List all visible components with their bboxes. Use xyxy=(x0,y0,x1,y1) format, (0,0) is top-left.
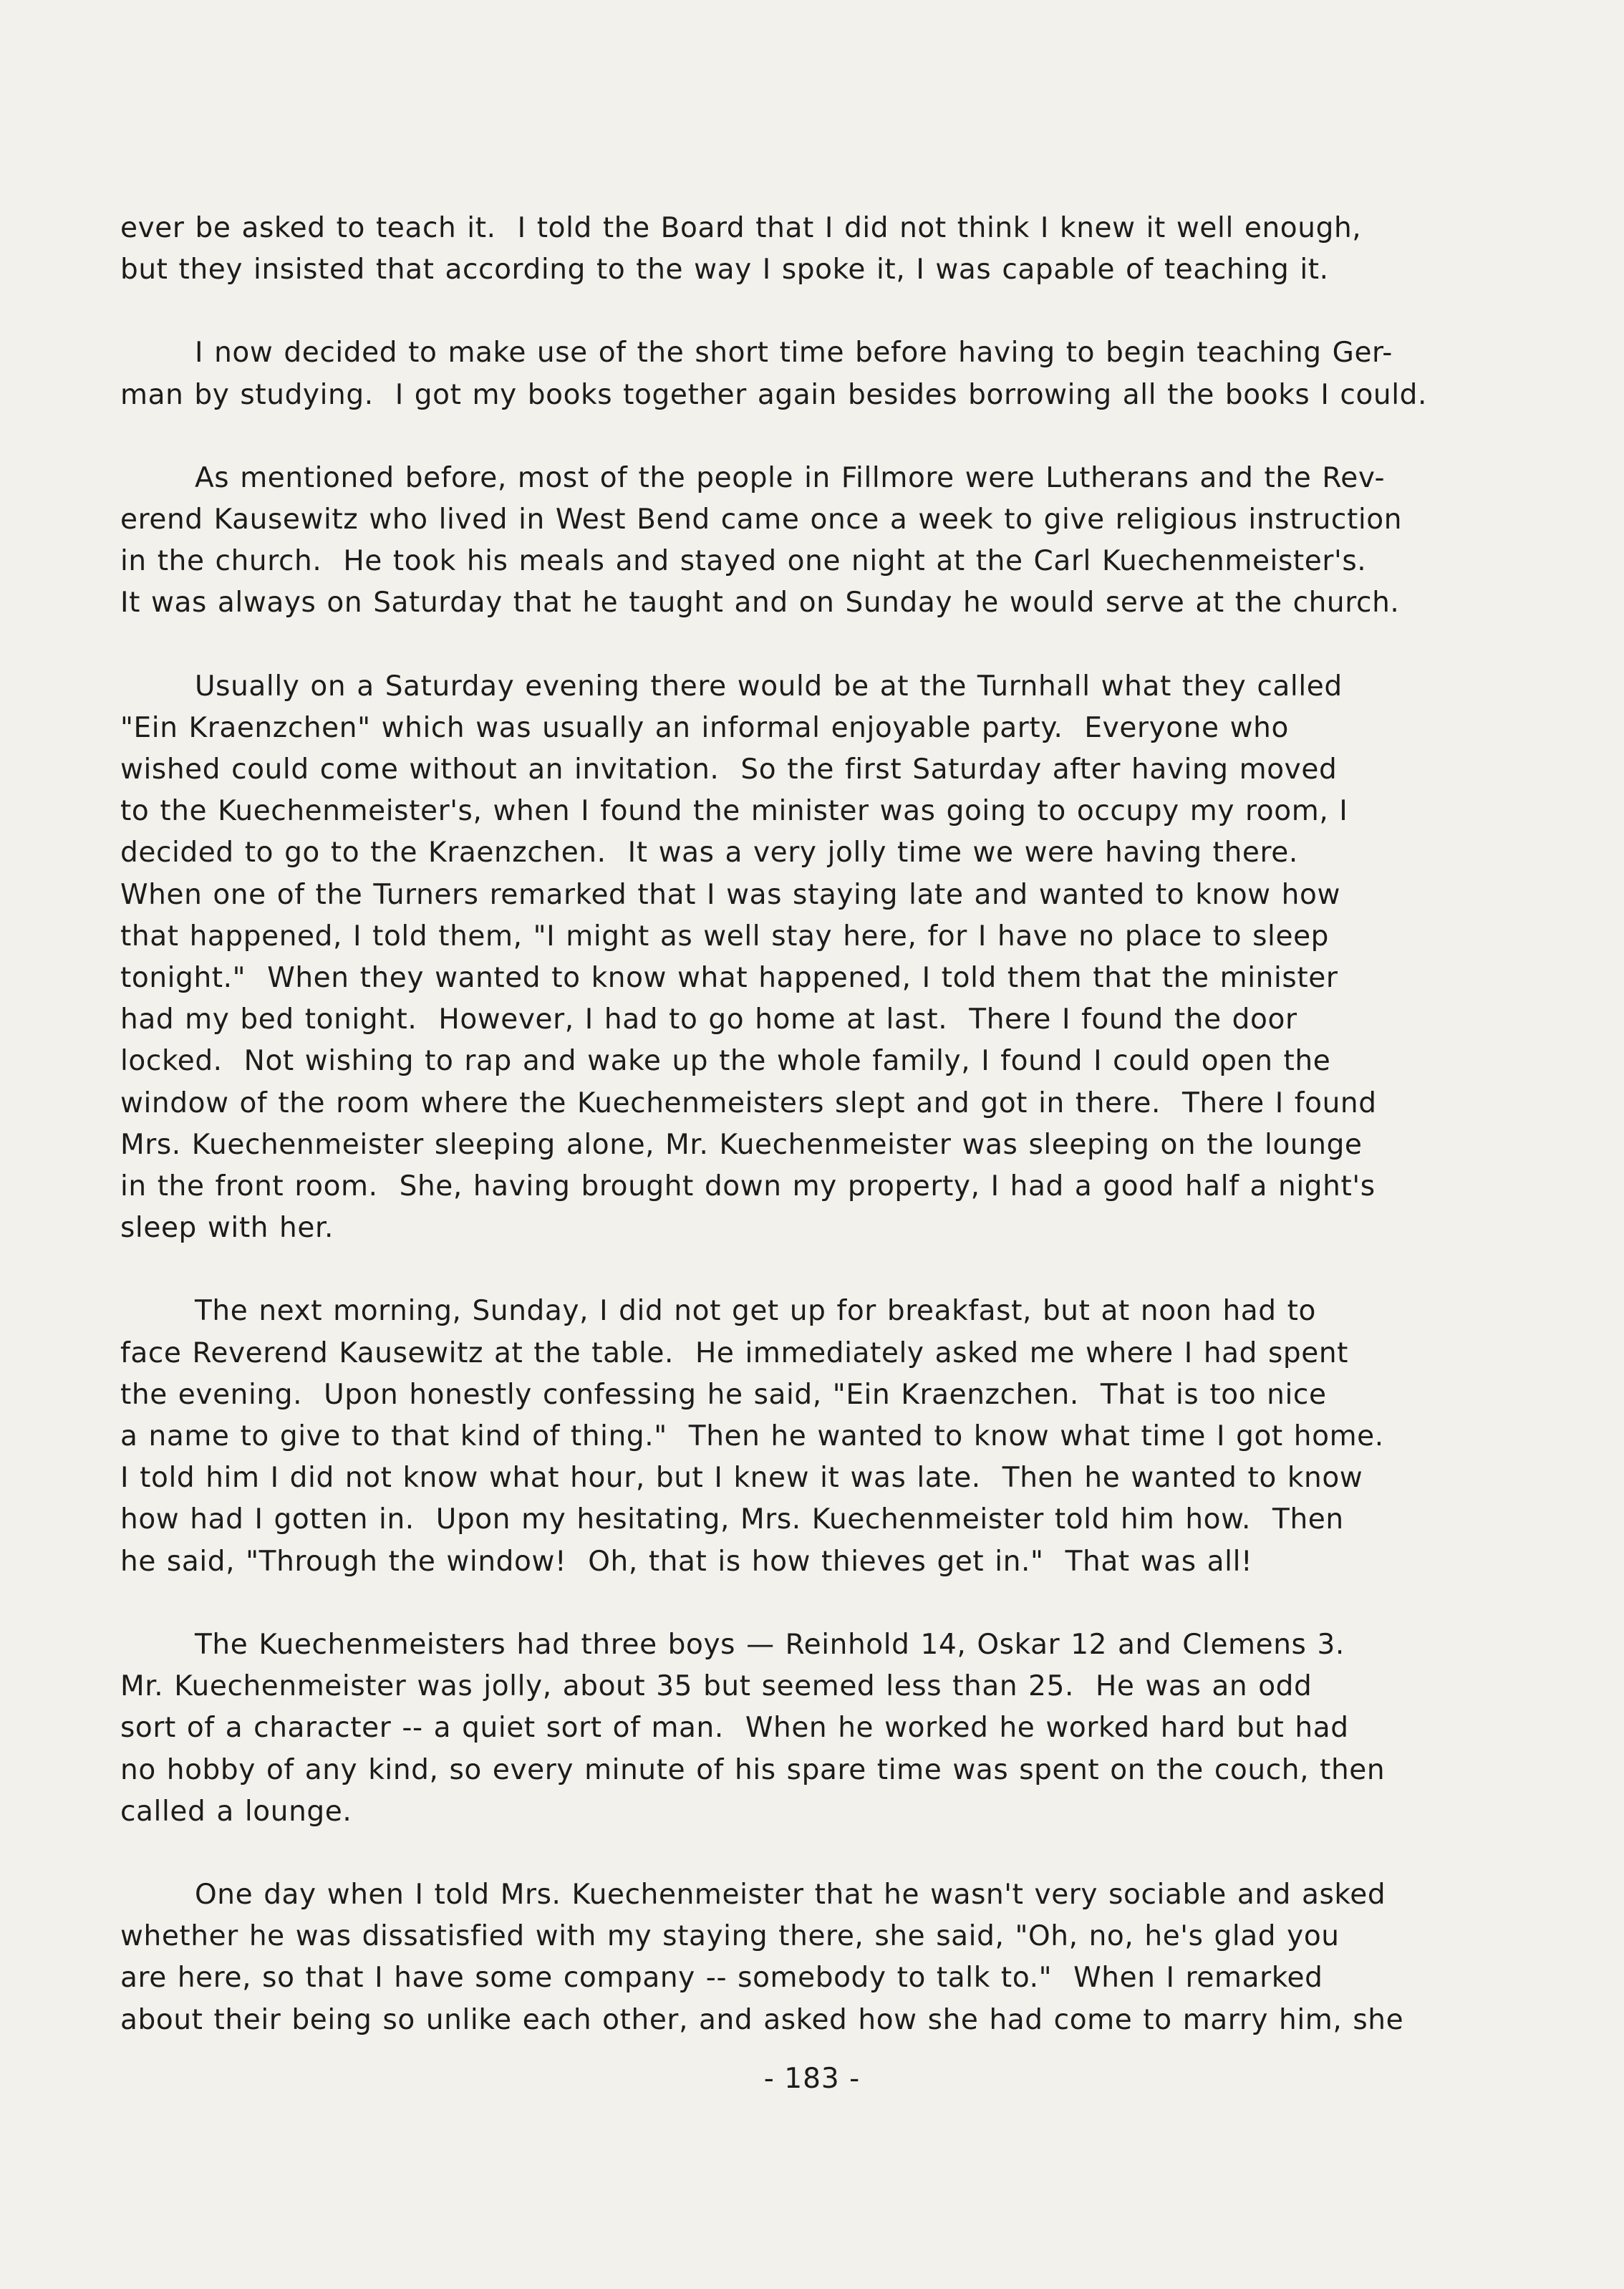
paragraph-7 xyxy=(120,1874,1509,2041)
text-line: "Ein Kraenzchen" which was usually an informal enjoyable party. Everyone who xyxy=(120,711,1289,744)
paragraph-2 xyxy=(120,332,1509,415)
text-line: window of the room where the Kuechenmeisters slept and got in there. There I found xyxy=(120,1086,1377,1119)
text-line: As mentioned before, most of the people in Fillmore were Lutherans and the Rev- xyxy=(195,461,1386,494)
text-line: a name to give to that kind of thing." Then he wanted to know what time I got home. xyxy=(120,1420,1384,1453)
text-line: to the Kuechenmeister's, when I found the minister was going to occupy my room, I xyxy=(120,795,1348,828)
text-line: the evening. Upon honestly confessing he said, "Ein Kraenzchen. That is too nice xyxy=(120,1378,1327,1411)
text-line: are here, so that I have some company -- somebody to talk to." When I remarked xyxy=(120,1962,1323,1995)
page-body xyxy=(120,208,1509,2083)
text-line: erend Kausewitz who lived in West Bend came once a week to give religious instruction xyxy=(120,503,1403,536)
text-line: When one of the Turners remarked that I was staying late and wanted to know how xyxy=(120,878,1340,911)
text-line: had my bed tonight. However, I had to go home at last. There I found the door xyxy=(120,1003,1297,1036)
text-line: man by studying. I got my books together again besides borrowing all the books I could. xyxy=(120,378,1428,411)
text-line: how had I gotten in. Upon my hesitating, Mrs. Kuechenmeister told him how. Then xyxy=(120,1503,1344,1536)
text-line: sort of a character -- a quiet sort of man. When he worked he worked hard but had xyxy=(120,1712,1349,1745)
text-line: I now decided to make use of the short time before having to begin teaching Ger- xyxy=(195,337,1393,370)
paragraph-6 xyxy=(120,1624,1509,1833)
text-line: wished could come without an invitation. So the first Saturday after having moved xyxy=(120,753,1338,786)
text-line: I told him I did not know what hour, but I knew it was late. Then he wanted to know xyxy=(120,1462,1363,1495)
text-line: One day when I told Mrs. Kuechenmeister that he wasn't very sociable and asked xyxy=(195,1878,1386,1911)
paragraph-4 xyxy=(120,666,1509,1250)
text-line: Usually on a Saturday evening there would be at the Turnhall what they called xyxy=(195,670,1343,703)
text-line: face Reverend Kausewitz at the table. He immediately asked me where I had spent xyxy=(120,1336,1349,1369)
text-line: sleep with her. xyxy=(120,1212,334,1245)
text-line: in the front room. She, having brought down my property, I had a good half a night's xyxy=(120,1170,1376,1203)
text-line: about their being so unlike each other, and asked how she had come to marry him, she xyxy=(120,2003,1404,2036)
paragraph-5 xyxy=(120,1291,1509,1582)
text-line: he said, "Through the window! Oh, that is how thieves get in." That was all! xyxy=(120,1545,1253,1578)
paragraph-1 xyxy=(120,208,1509,291)
text-line: The next morning, Sunday, I did not get up for breakfast, but at noon had to xyxy=(195,1295,1316,1328)
paragraph-3 xyxy=(120,458,1509,625)
text-line: ever be asked to teach it. I told the Board that I did not think I knew it well enough, xyxy=(120,212,1362,244)
text-line: that happened, I told them, "I might as well stay here, for I have no place to sleep xyxy=(120,920,1330,953)
text-line: locked. Not wishing to rap and wake up the whole family, I found I could open the xyxy=(120,1045,1331,1078)
text-line: in the church. He took his meals and stayed one night at the Carl Kuechenmeister's. xyxy=(120,545,1367,578)
text-line: It was always on Saturday that he taught and on Sunday he would serve at the church. xyxy=(120,587,1400,620)
text-line: no hobby of any kind, so every minute of his spare time was spent on the couch, then xyxy=(120,1753,1386,1786)
text-line: but they insisted that according to the way I spoke it, I was capable of teaching it. xyxy=(120,254,1329,286)
text-line: called a lounge. xyxy=(120,1795,352,1828)
page-number: - 183 - xyxy=(763,2063,861,2095)
text-line: Mrs. Kuechenmeister sleeping alone, Mr. Kuechenmeister was sleeping on the lounge xyxy=(120,1128,1363,1161)
text-line: whether he was dissatisfied with my staying there, she said, "Oh, no, he's glad you xyxy=(120,1920,1340,1953)
text-line: tonight." When they wanted to know what happened, I told them that the minister xyxy=(120,962,1338,995)
text-line: The Kuechenmeisters had three boys — Reinhold 14, Oskar 12 and Clemens 3. xyxy=(195,1628,1345,1661)
text-line: Mr. Kuechenmeister was jolly, about 35 but seemed less than 25. He was an odd xyxy=(120,1670,1313,1703)
text-line: decided to go to the Kraenzchen. It was a very jolly time we were having there. xyxy=(120,837,1298,869)
